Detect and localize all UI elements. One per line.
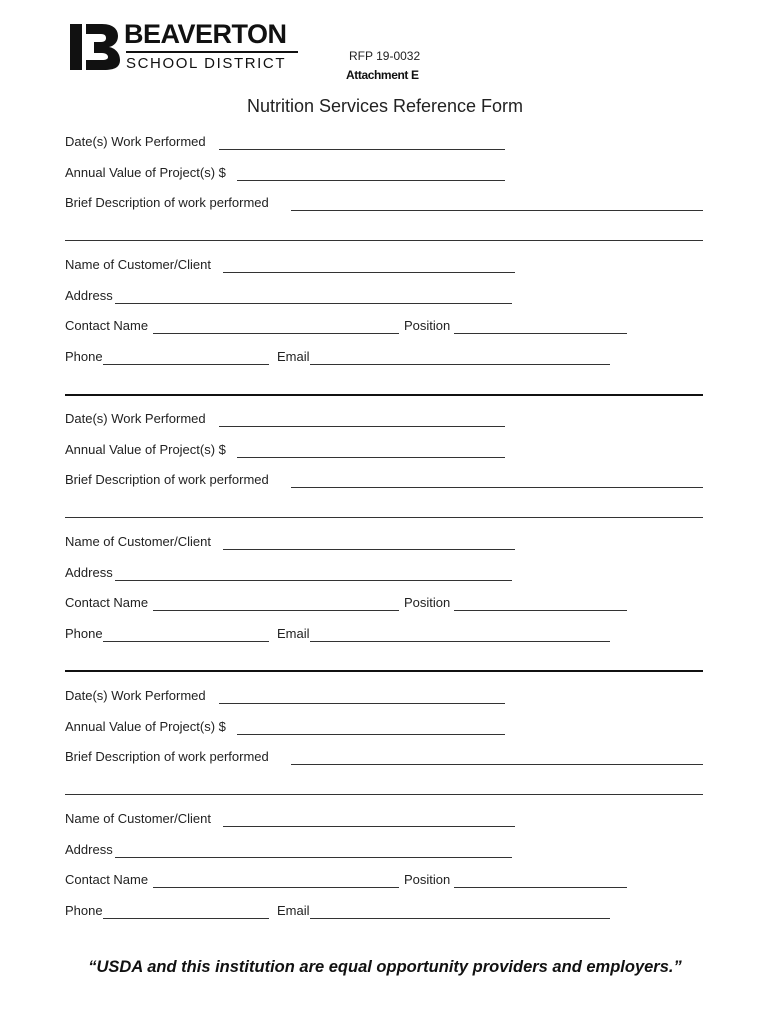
phone-label: Phone	[65, 903, 103, 918]
description-line[interactable]	[291, 764, 703, 765]
value-label: Annual Value of Project(s) $	[65, 442, 226, 457]
address-line[interactable]	[115, 303, 512, 304]
section-divider	[65, 670, 703, 672]
beaverton-logo	[68, 18, 300, 76]
section-divider	[65, 394, 703, 396]
page-title: Nutrition Services Reference Form	[246, 96, 524, 116]
address-label: Address	[65, 565, 113, 580]
dates-line[interactable]	[219, 703, 505, 704]
phone-label: Phone	[65, 349, 103, 364]
customer-label: Name of Customer/Client	[65, 534, 211, 549]
description-label: Brief Description of work performed	[65, 195, 269, 210]
customer-label: Name of Customer/Client	[65, 257, 211, 272]
position-label: Position	[404, 595, 451, 610]
position-label: Position	[404, 318, 451, 333]
customer-line[interactable]	[223, 826, 515, 827]
customer-line[interactable]	[223, 272, 515, 273]
description-line-2[interactable]	[65, 794, 703, 795]
position-line[interactable]	[454, 610, 627, 611]
description-line[interactable]	[291, 210, 703, 211]
logo-line2: SCHOOL DISTRICT	[126, 55, 287, 72]
phone-line[interactable]	[103, 918, 269, 919]
description-line-2[interactable]	[65, 240, 703, 241]
contact-line[interactable]	[153, 887, 399, 888]
contact-label: Contact Name	[65, 595, 149, 610]
contact-line[interactable]	[153, 610, 399, 611]
description-label: Brief Description of work performed	[65, 472, 269, 487]
contact-line[interactable]	[153, 333, 399, 334]
description-label: Brief Description of work performed	[65, 749, 269, 764]
value-line[interactable]	[237, 457, 505, 458]
value-label: Annual Value of Project(s) $	[65, 165, 226, 180]
email-line[interactable]	[310, 364, 610, 365]
address-line[interactable]	[115, 857, 512, 858]
dates-label: Date(s) Work Performed	[65, 134, 206, 149]
value-line[interactable]	[237, 180, 505, 181]
description-line-2[interactable]	[65, 517, 703, 518]
dates-line[interactable]	[219, 426, 505, 427]
dates-label: Date(s) Work Performed	[65, 411, 206, 426]
phone-line[interactable]	[103, 364, 269, 365]
email-label: Email	[277, 626, 310, 641]
dates-label: Date(s) Work Performed	[65, 688, 206, 703]
email-line[interactable]	[310, 918, 610, 919]
attachment-label: Attachment E	[346, 68, 419, 82]
dates-line[interactable]	[219, 149, 505, 150]
description-line[interactable]	[291, 487, 703, 488]
position-line[interactable]	[454, 887, 627, 888]
phone-label: Phone	[65, 626, 103, 641]
rfp-number: RFP 19-0032	[349, 49, 421, 63]
customer-label: Name of Customer/Client	[65, 811, 211, 826]
logo-rule	[126, 51, 298, 53]
value-line[interactable]	[237, 734, 505, 735]
equal-opportunity-statement: “USDA and this institution are equal opportunity providers and employers.”	[88, 958, 682, 976]
contact-label: Contact Name	[65, 872, 149, 887]
email-label: Email	[277, 349, 310, 364]
address-line[interactable]	[115, 580, 512, 581]
value-label: Annual Value of Project(s) $	[65, 719, 226, 734]
email-label: Email	[277, 903, 310, 918]
logo-line1: BEAVERTON	[124, 19, 287, 49]
address-label: Address	[65, 842, 113, 857]
address-label: Address	[65, 288, 113, 303]
position-label: Position	[404, 872, 451, 887]
position-line[interactable]	[454, 333, 627, 334]
email-line[interactable]	[310, 641, 610, 642]
phone-line[interactable]	[103, 641, 269, 642]
customer-line[interactable]	[223, 549, 515, 550]
contact-label: Contact Name	[65, 318, 149, 333]
beaverton-b-logo-icon	[68, 20, 122, 74]
